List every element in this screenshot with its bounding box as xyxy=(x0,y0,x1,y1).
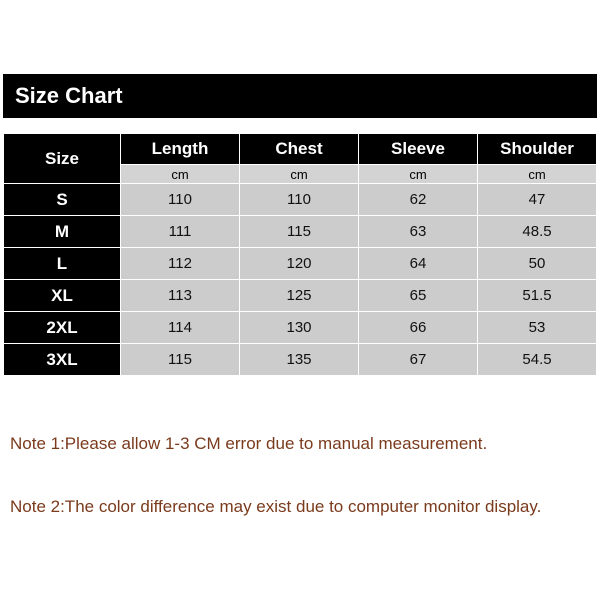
length-value: 110 xyxy=(121,184,240,216)
length-value: 114 xyxy=(121,312,240,344)
sleeve-value: 62 xyxy=(359,184,478,216)
shoulder-value: 51.5 xyxy=(478,280,597,312)
sleeve-value: 66 xyxy=(359,312,478,344)
header-row xyxy=(4,134,597,165)
unit-cell: cm xyxy=(478,165,597,184)
table-row xyxy=(4,184,597,216)
chest-value: 115 xyxy=(240,216,359,248)
shoulder-value: 50 xyxy=(478,248,597,280)
column-header-length: Length xyxy=(121,134,240,165)
unit-cell: cm xyxy=(121,165,240,184)
column-header-sleeve: Sleeve xyxy=(359,134,478,165)
shoulder-value: 48.5 xyxy=(478,216,597,248)
shoulder-value: 53 xyxy=(478,312,597,344)
size-label: 3XL xyxy=(4,344,121,376)
note-1: Note 1:Please allow 1-3 CM error due to manual measurement. xyxy=(10,434,488,453)
shoulder-value: 47 xyxy=(478,184,597,216)
chest-value: 110 xyxy=(240,184,359,216)
length-value: 111 xyxy=(121,216,240,248)
sleeve-value: 65 xyxy=(359,280,478,312)
sleeve-value: 67 xyxy=(359,344,478,376)
sleeve-value: 63 xyxy=(359,216,478,248)
size-label: 2XL xyxy=(4,312,121,344)
column-header-shoulder: Shoulder xyxy=(478,134,597,165)
table-row xyxy=(4,280,597,312)
size-label: S xyxy=(4,184,121,216)
page-title: Size Chart xyxy=(3,74,597,118)
length-value: 112 xyxy=(121,248,240,280)
note-2: Note 2:The color difference may exist due to computer monitor display. xyxy=(10,497,542,516)
size-chart-table xyxy=(3,133,597,376)
shoulder-value: 54.5 xyxy=(478,344,597,376)
chest-value: 120 xyxy=(240,248,359,280)
size-label: XL xyxy=(4,280,121,312)
length-value: 115 xyxy=(121,344,240,376)
unit-cell: cm xyxy=(359,165,478,184)
table-row xyxy=(4,248,597,280)
column-header-chest: Chest xyxy=(240,134,359,165)
table-row xyxy=(4,312,597,344)
size-label: M xyxy=(4,216,121,248)
unit-cell: cm xyxy=(240,165,359,184)
chest-value: 125 xyxy=(240,280,359,312)
chest-value: 135 xyxy=(240,344,359,376)
length-value: 113 xyxy=(121,280,240,312)
table-row xyxy=(4,344,597,376)
sleeve-value: 64 xyxy=(359,248,478,280)
chest-value: 130 xyxy=(240,312,359,344)
size-label: L xyxy=(4,248,121,280)
size-column-header: Size xyxy=(4,134,121,184)
table-row xyxy=(4,216,597,248)
